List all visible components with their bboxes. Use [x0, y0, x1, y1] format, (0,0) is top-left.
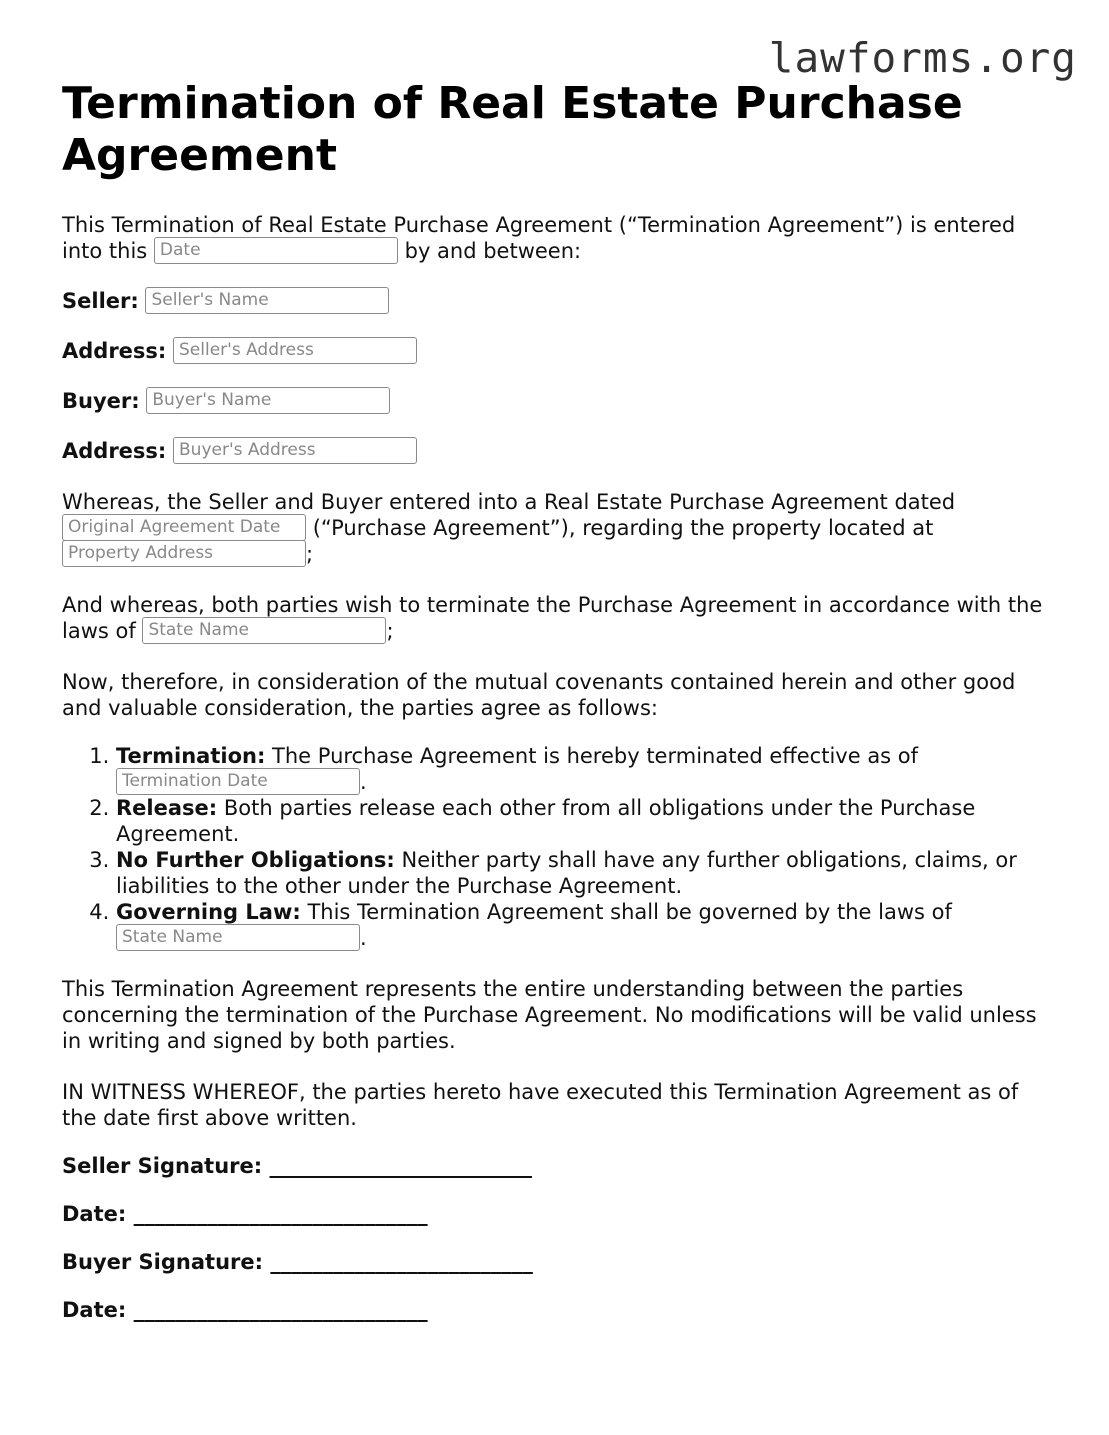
whereas1-text-end: ; [306, 542, 314, 566]
list-item [116, 899, 1057, 951]
buyer-address-field[interactable] [173, 437, 417, 464]
term-label: No Further Obligations: [116, 848, 395, 872]
list-item [116, 847, 1057, 899]
original-agreement-date-field[interactable] [62, 514, 306, 541]
intro-text-after: by and between: [404, 239, 582, 263]
whereas1-text-middle: (“Purchase Agreement”), regarding the property located at [312, 516, 934, 540]
terms-list [62, 743, 1057, 951]
term-text: Both parties release each other from all obligations under the Purchase Agreement. [116, 796, 976, 846]
term-end: . [360, 926, 367, 950]
whereas2-text-before: And whereas, both parties wish to terminate the Purchase Agreement in accordance with the laws of [62, 593, 1043, 643]
term-label: Release: [116, 796, 218, 820]
intro-text-before: This Termination of Real Estate Purchase Agreement (“Termination Agreement”) is entered into this [62, 213, 1016, 263]
property-address-field[interactable] [62, 540, 306, 567]
seller-date-line: Date: ____________________________ [62, 1202, 428, 1226]
buyer-label: Buyer: [62, 389, 140, 413]
witness-paragraph: IN WITNESS WHEREOF, the parties hereto have executed this Termination Agreement as of the date first above written. [62, 1080, 1019, 1130]
seller-name-field[interactable] [145, 287, 389, 314]
seller-address-label: Address: [62, 339, 167, 363]
term-text: Neither party shall have any further obligations, claims, or liabilities to the other under the Purchase Agreement. [116, 848, 1017, 898]
seller-label: Seller: [62, 289, 139, 313]
seller-address-row [62, 338, 1057, 364]
intro-paragraph [62, 212, 1057, 264]
term-text: This Termination Agreement shall be governed by the laws of [307, 900, 952, 924]
whereas-purchase-paragraph [62, 489, 1057, 567]
term-text: The Purchase Agreement is hereby terminated effective as of [272, 744, 919, 768]
whereas1-text-before: Whereas, the Seller and Buyer entered into a Real Estate Purchase Agreement dated [62, 490, 956, 514]
seller-address-field[interactable] [173, 337, 417, 364]
buyer-date-line: Date: ____________________________ [62, 1298, 428, 1322]
buyer-address-row [62, 438, 1057, 464]
list-item [116, 743, 1057, 795]
term-label: Termination: [116, 744, 266, 768]
list-item [116, 795, 1057, 847]
buyer-address-label: Address: [62, 439, 167, 463]
brand-logo: lawforms.org [768, 34, 1077, 82]
document-body [62, 78, 1057, 1323]
buyer-row [62, 388, 1057, 414]
entire-agreement-paragraph: This Termination Agreement represents the entire understanding between the parties concerning the termination of the Purchase Agreement. No modifications will be valid unless in writing and signed by both parties. [62, 977, 1037, 1053]
state-name-field[interactable] [142, 617, 386, 644]
seller-row [62, 288, 1057, 314]
buyer-signature-line: Buyer Signature: _________________________ [62, 1250, 533, 1274]
therefore-paragraph: Now, therefore, in consideration of the mutual covenants contained herein and other good and valuable consideration, the parties agree as follows: [62, 670, 1016, 720]
seller-signature-line: Seller Signature: _________________________ [62, 1154, 532, 1178]
buyer-name-field[interactable] [146, 387, 390, 414]
governing-state-field[interactable] [116, 924, 360, 951]
termination-date-field[interactable] [116, 768, 360, 795]
term-end: . [360, 770, 367, 794]
whereas-terminate-paragraph [62, 592, 1057, 644]
term-label: Governing Law: [116, 900, 301, 924]
whereas2-text-end: ; [386, 619, 394, 643]
agreement-date-field[interactable] [154, 237, 398, 264]
page-title: Termination of Real Estate Purchase Agreement [62, 78, 963, 181]
